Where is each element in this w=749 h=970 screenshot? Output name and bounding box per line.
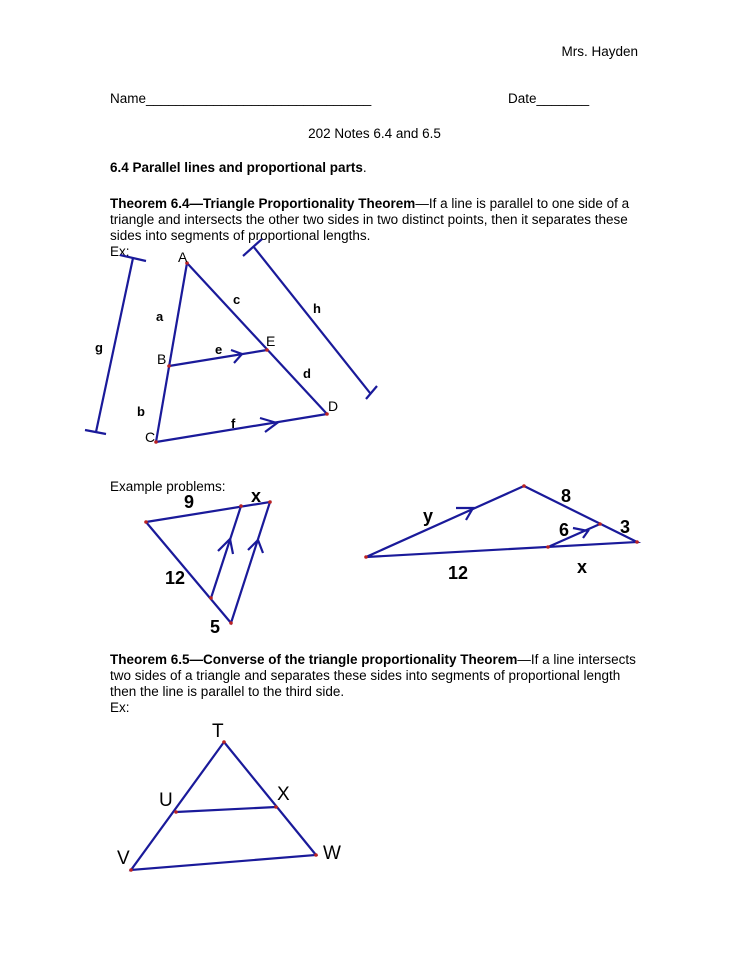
label-e: E [266,333,276,349]
segment [366,486,637,557]
theorem-body: —If a line is parallel to one side of a triangle and intersects the other two sides in two distinct points, then it separates these sides into segments of proportional lengths. [110,196,630,243]
label-heading-end: . [362,160,367,175]
segment [176,807,276,812]
vertex-point [274,805,278,809]
label-inner: 6 [559,520,570,540]
label-w: W [323,843,341,864]
label-e: e [215,342,223,357]
label-h: h [313,301,321,316]
date-field: Date_______ [508,91,590,106]
label-upper-left: y [423,506,434,526]
label-u: U [159,790,173,811]
label-d: D [328,398,339,414]
segment [211,506,241,598]
vertex-point [314,853,318,857]
label-top-left: 9 [184,492,195,512]
segment [187,263,327,414]
vertex-point [635,540,639,544]
document-title: 202 Notes 6.4 and 6.5 [308,126,441,141]
label-g: g [95,340,103,355]
example-problem-2 [364,484,639,583]
label-upper-right: 8 [561,486,572,506]
label-a: A [178,249,188,265]
vertex-point [598,522,602,526]
ex-label: Ex: [110,244,130,259]
vertex-point [129,868,133,872]
label-base-left: 12 [448,563,469,583]
label-c: C [145,429,156,445]
label-left: 12 [165,568,186,588]
label-bottom: 5 [210,617,221,637]
label-b: b [137,404,145,419]
theorem-title: Theorem 6.4—Triangle Proportionality Theorem [110,196,416,211]
vertex-point [174,810,178,814]
label-x: X [277,784,290,805]
label-a: a [156,309,164,324]
label-right: 3 [620,517,631,537]
vertex-point [546,545,550,549]
teacher-name: Mrs. Hayden [561,44,638,59]
label-v: V [117,848,130,869]
label-c: c [233,292,241,307]
vertex-point [144,520,148,524]
vertex-point [167,364,171,368]
vertex-point [229,621,233,625]
vertex-point [522,484,526,488]
segment [146,502,270,623]
segment [156,414,327,442]
vertex-point [209,596,213,600]
segment [253,246,370,393]
theorem-title: Theorem 6.5—Converse of the triangle proportionality Theorem [110,652,518,667]
label-f: f [231,416,236,431]
vertex-point [268,500,272,504]
label-base-right: x [577,557,588,577]
example-problems-label: Example problems: [110,479,226,494]
label-heading: 6.4 Parallel lines and proportional parts [110,160,363,175]
diagram-converse-theorem [117,721,341,872]
segment [366,386,377,399]
ex-label: Ex: [110,700,130,715]
label-t: T [212,721,224,742]
name-field: Name______________________________ [110,91,372,106]
diagram-triangle-proportionality [85,239,377,445]
example-problem-1 [144,486,272,637]
vertex-point [364,555,368,559]
label-top-right: x [251,486,262,506]
label-b: B [157,351,167,367]
label-d: d [303,366,311,381]
theorem-body: —If a line intersects two sides of a triangle and separates these sides into segments of proportional length then the line is parallel to the third side. [110,652,636,699]
vertex-point [239,504,243,508]
